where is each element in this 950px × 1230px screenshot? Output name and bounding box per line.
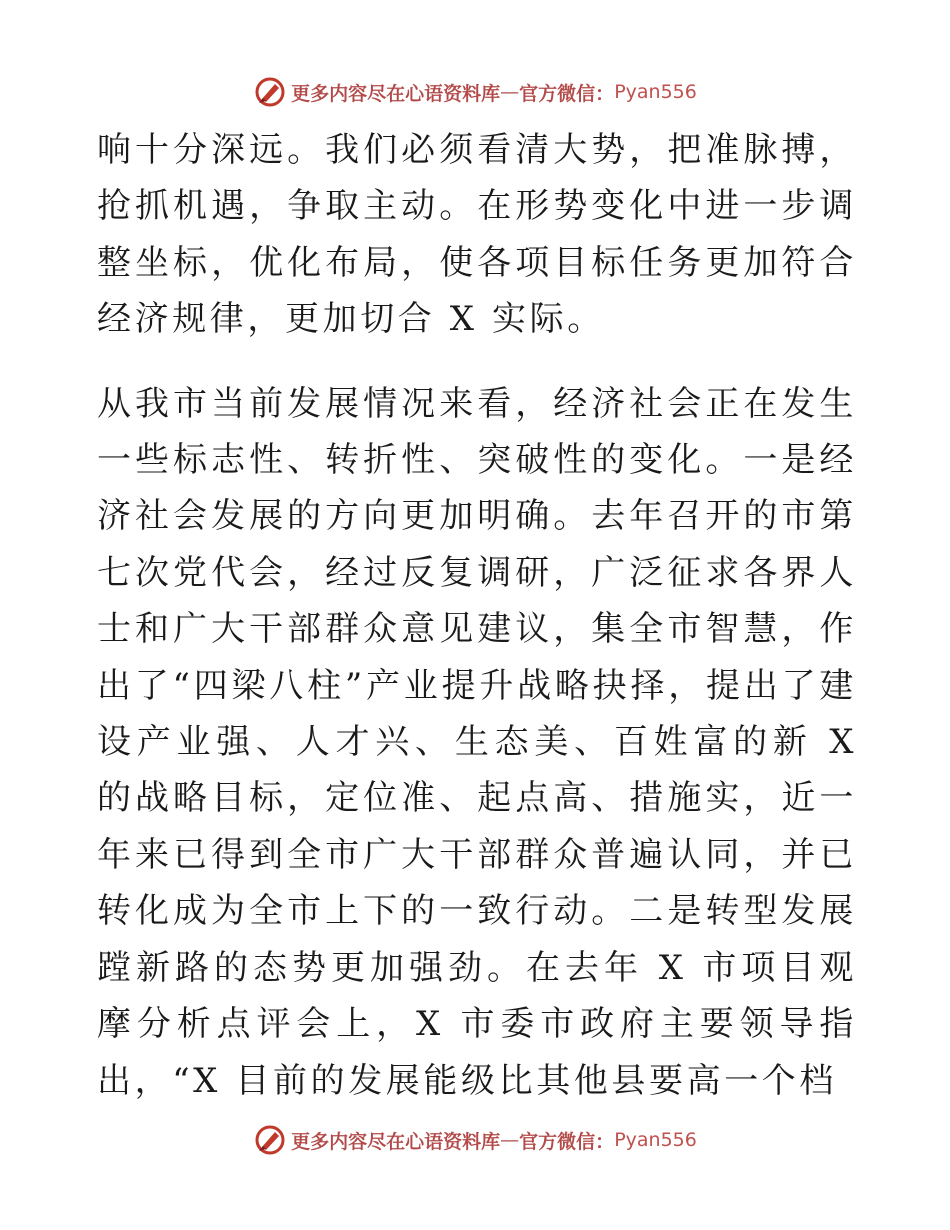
pen-nib-logo-icon (253, 1123, 287, 1157)
footer-banner-label: 官方微信： (519, 1130, 615, 1153)
header-banner-inner (253, 75, 697, 109)
pen-nib-logo-icon (253, 75, 287, 109)
paragraph-1: 响十分深远。我们必须看清大势，把准脉搏，抢抓机遇，争取主动。在形势变化中进一步调整坐标，优化布局，使各项目标任务更加符合经济规律，更加切合 X 实际。 (97, 130, 857, 340)
header-banner-dash: — (500, 81, 520, 103)
footer-banner-account: Pyan556 (614, 1129, 697, 1151)
header-banner-text: 更多内容尽在心语资料库 (291, 82, 501, 105)
footer-banner-inner (253, 1123, 697, 1157)
footer-banner-text: 更多内容尽在心语资料库 (291, 1130, 501, 1153)
paragraph-2: 从我市当前发展情况来看，经济社会正在发生一些标志性、转折性、突破性的变化。一是经济社会发展的方向更加明确。去年召开的市第七次党代会，经过反复调研，广泛征求各界人士和广大干部群众意见建议，集全市智慧，作出了“四梁八柱”产业提升战略抉择，提出了建设产业强、人才兴、生态美、百姓富的新 X 的战略目标，定位准、起点高、措施实，近一年来已得到全市广大干部群众普遍认同，并已转化成为全市上下的一致行动。二是转型发展蹚新路的态势更加强劲。在去年 X 市项目观摩分析点评会上，X 市委市政府主要领导指出，“X 目前的发展能级比其他县要高一个档 (97, 383, 857, 1101)
document-body (97, 122, 857, 1109)
header-banner-account: Pyan556 (614, 81, 697, 103)
header-banner (0, 72, 950, 112)
header-banner-label: 官方微信： (519, 82, 615, 105)
footer-banner (0, 1120, 950, 1160)
footer-banner-dash: — (500, 1129, 520, 1151)
